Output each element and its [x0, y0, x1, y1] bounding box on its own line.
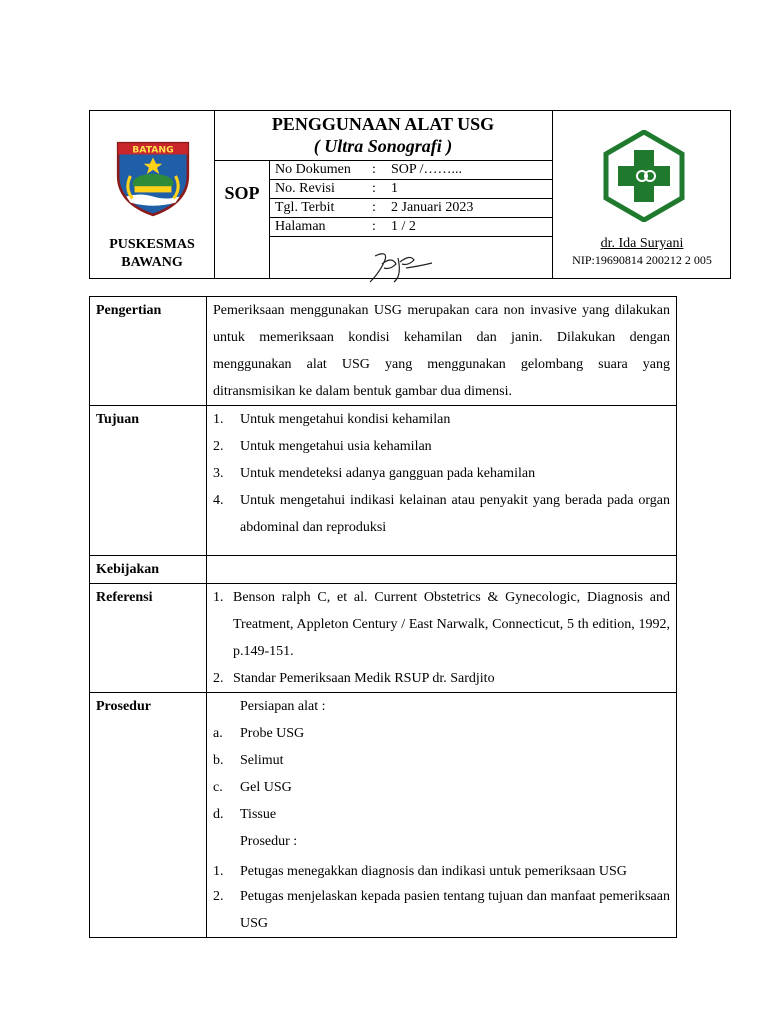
section-pengertian — [90, 297, 677, 406]
section-tujuan — [90, 406, 677, 556]
list-item: 2. Petugas menjelaskan kepada pasien tentang tujuan dan manfaat pemeriksaan USG — [213, 889, 670, 931]
list-item: 1. Untuk mengetahui kondisi kehamilan — [213, 412, 451, 427]
list-item: a. Probe USG — [213, 726, 305, 741]
section-prosedur — [90, 693, 677, 938]
list-item: 2. Untuk mengetahui usia kehamilan — [213, 439, 432, 454]
list-item: d. Tissue — [213, 807, 277, 822]
document-subtitle: ( Ultra Sonografi ) — [313, 136, 453, 156]
sop-label: SOP — [224, 183, 260, 203]
list-item: b. Selimut — [213, 753, 284, 768]
sop-header: BATANG PUSKESMAS BAWANG PENGGUNAAN ALAT USG ( Ultra Sonografi ) SOP No Dokumen : SOP /……... No. Revisi : 1 Tgl. Terbit : 2 Januari 2023 Halaman : 1 / 2 dr. Ida Suryani NIP:19690814 200212 2 005 — [89, 110, 731, 279]
section-label: Pengertian — [90, 297, 207, 406]
signatory-nip: NIP:19690814 200212 2 005 — [572, 253, 712, 267]
signature — [340, 246, 450, 286]
kebijakan-text — [207, 556, 677, 584]
organization-name: PUSKESMAS BAWANG — [109, 237, 195, 270]
sop-content-table — [89, 296, 677, 938]
section-label: Tujuan — [90, 406, 207, 556]
persiapan-heading: Persiapan alat : — [240, 699, 326, 714]
signatory — [553, 236, 731, 268]
pengertian-text: Pemeriksaan menggunakan USG merupakan cara non invasive yang dilakukan untuk memeriksaan kondisi kehamilan dan janin. Dilakukan dengan menggunakan alat USG yang menggunakan gelombang suara yang ditransmisikan ke dalam bentuk gambar dua dimensi. — [207, 297, 677, 406]
prosedur-heading: Prosedur : — [240, 834, 298, 849]
section-label: Referensi — [90, 584, 207, 693]
document-title: PENGGUNAAN ALAT USG ( Ultra Sonografi ) — [214, 113, 552, 157]
list-item: 2. Standar Pemeriksaan Medik RSUP dr. Sardjito — [213, 671, 495, 686]
list-item: 3. Untuk mendeteksi adanya gangguan pada kehamilan — [213, 466, 536, 481]
section-kebijakan — [90, 556, 677, 584]
puskesmas-cross-logo — [598, 130, 690, 222]
signatory-name: dr. Ida Suryani — [600, 236, 684, 251]
section-referensi — [90, 584, 677, 693]
section-label: Prosedur — [90, 693, 207, 938]
list-item: 1. Benson ralph C, et al. Current Obstetrics & Gynecologic, Diagnosis and Treatment, Appleton Century / East Narwalk, Connecticut, 5 th edition, 1992, p.149-151. — [213, 590, 670, 659]
list-item: 1. Petugas menegakkan diagnosis dan indikasi untuk pemeriksaan USG — [213, 864, 627, 879]
list-item: c. Gel USG — [213, 780, 292, 795]
section-label: Kebijakan — [90, 556, 207, 584]
batang-regency-logo — [112, 135, 194, 217]
logo-banner-text: BATANG — [132, 144, 174, 156]
list-item: 4. Untuk mengetahui indikasi kelainan atau penyakit yang berada pada organ abdominal dan reproduksi — [213, 493, 670, 535]
